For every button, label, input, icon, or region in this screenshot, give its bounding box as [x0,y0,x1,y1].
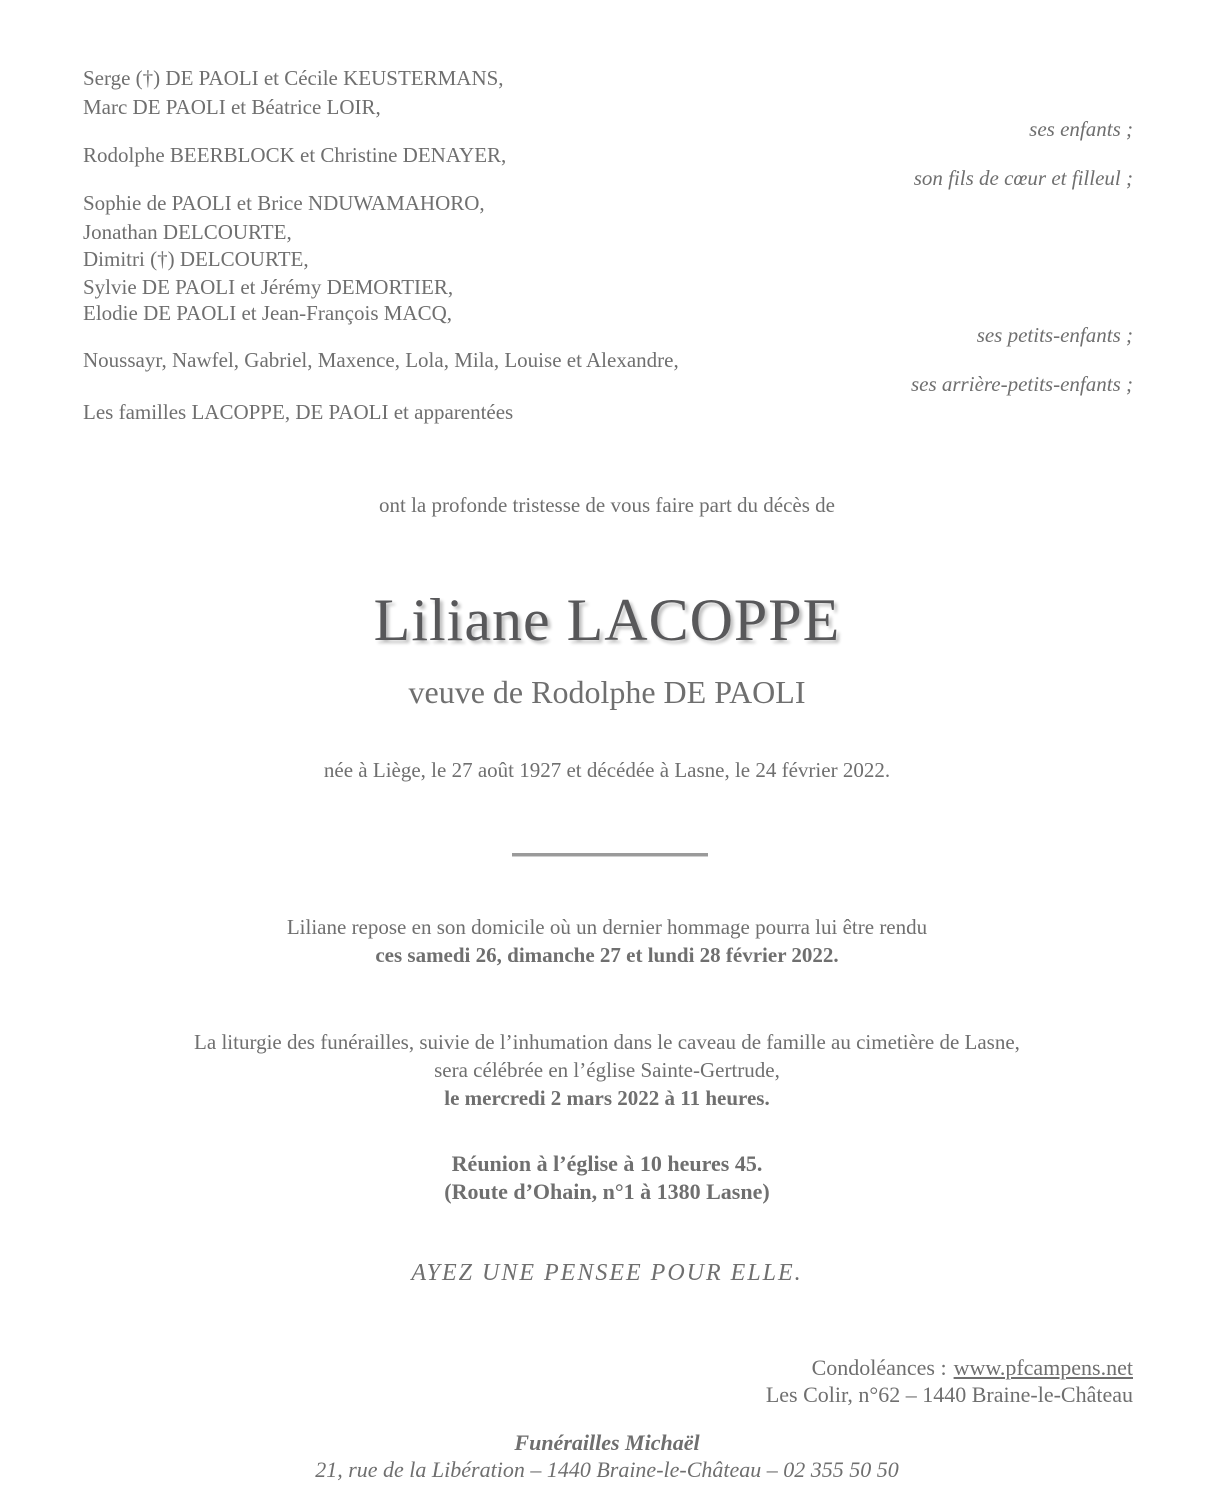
condolences-line [812,1354,1133,1382]
great-grandchildren-relation-label: ses arrière-petits-enfants ; [910,372,1133,396]
godson-line: Rodolphe BEERBLOCK et Christine DENAYER, [83,143,507,167]
great-grandchildren-line: Noussayr, Nawfel, Gabriel, Maxence, Lola, Mila, Louise et Alexandre, [83,348,679,372]
thought-line: AYEZ UNE PENSEE POUR ELLE. [411,1260,803,1286]
children-line-1: Serge (†) DE PAOLI et Cécile KEUSTERMANS, [83,66,504,90]
wake-dates-line: ces samedi 26, dimanche 27 et lundi 28 février 2022. [375,943,839,967]
meeting-time-line: Réunion à l’église à 10 heures 45. [451,1151,763,1176]
ceremony-line-2: sera célébrée en l’église Sainte-Gertrude, [434,1058,780,1082]
grandchildren-line-3: Dimitri (†) DELCOURTE, [83,247,309,271]
families-line: Les familles LACOPPE, DE PAOLI et apparentées [83,400,514,424]
ceremony-date-line: le mercredi 2 mars 2022 à 11 heures. [444,1086,770,1110]
deceased-name: Liliane LACOPPE [373,587,841,653]
deceased-life-dates: née à Liège, le 27 août 1927 et décédée à Lasne, le 24 février 2022. [323,758,891,782]
funeral-home-address: 21, rue de la Libération – 1440 Braine-le-Château – 02 355 50 50 [315,1457,899,1482]
godson-relation-label: son fils de cœur et filleul ; [913,166,1133,190]
grandchildren-relation-label: ses petits-enfants ; [976,323,1133,347]
children-relation-label: ses enfants ; [1029,117,1133,141]
children-line-2: Marc DE PAOLI et Béatrice LOIR, [83,95,381,119]
funeral-home-name: Funérailles Michaël [514,1430,700,1455]
condolences-address: Les Colir, n°62 – 1440 Braine-le-Château [765,1382,1133,1407]
announcement-line: ont la profonde tristesse de vous faire part du décès de [378,493,835,517]
condolences-label: Condoléances : [811,1355,947,1380]
grandchildren-line-2: Jonathan DELCOURTE, [83,220,292,244]
section-divider [512,853,708,857]
ceremony-line-1: La liturgie des funérailles, suivie de l’inhumation dans le caveau de famille au cimetière de Lasne, [194,1030,1020,1054]
condolences-website-link[interactable]: www.pfcampens.net [953,1355,1133,1380]
wake-line-1: Liliane repose en son domicile où un dernier hommage pourra lui être rendu [286,915,928,939]
grandchildren-line-5: Elodie DE PAOLI et Jean-François MACQ, [83,301,453,325]
grandchildren-line-1: Sophie de PAOLI et Brice NDUWAMAHORO, [83,191,485,215]
grandchildren-line-4: Sylvie DE PAOLI et Jérémy DEMORTIER, [83,275,454,299]
meeting-address-line: (Route d’Ohain, n°1 à 1380 Lasne) [444,1179,770,1204]
deceased-title: veuve de Rodolphe DE PAOLI [408,674,806,710]
